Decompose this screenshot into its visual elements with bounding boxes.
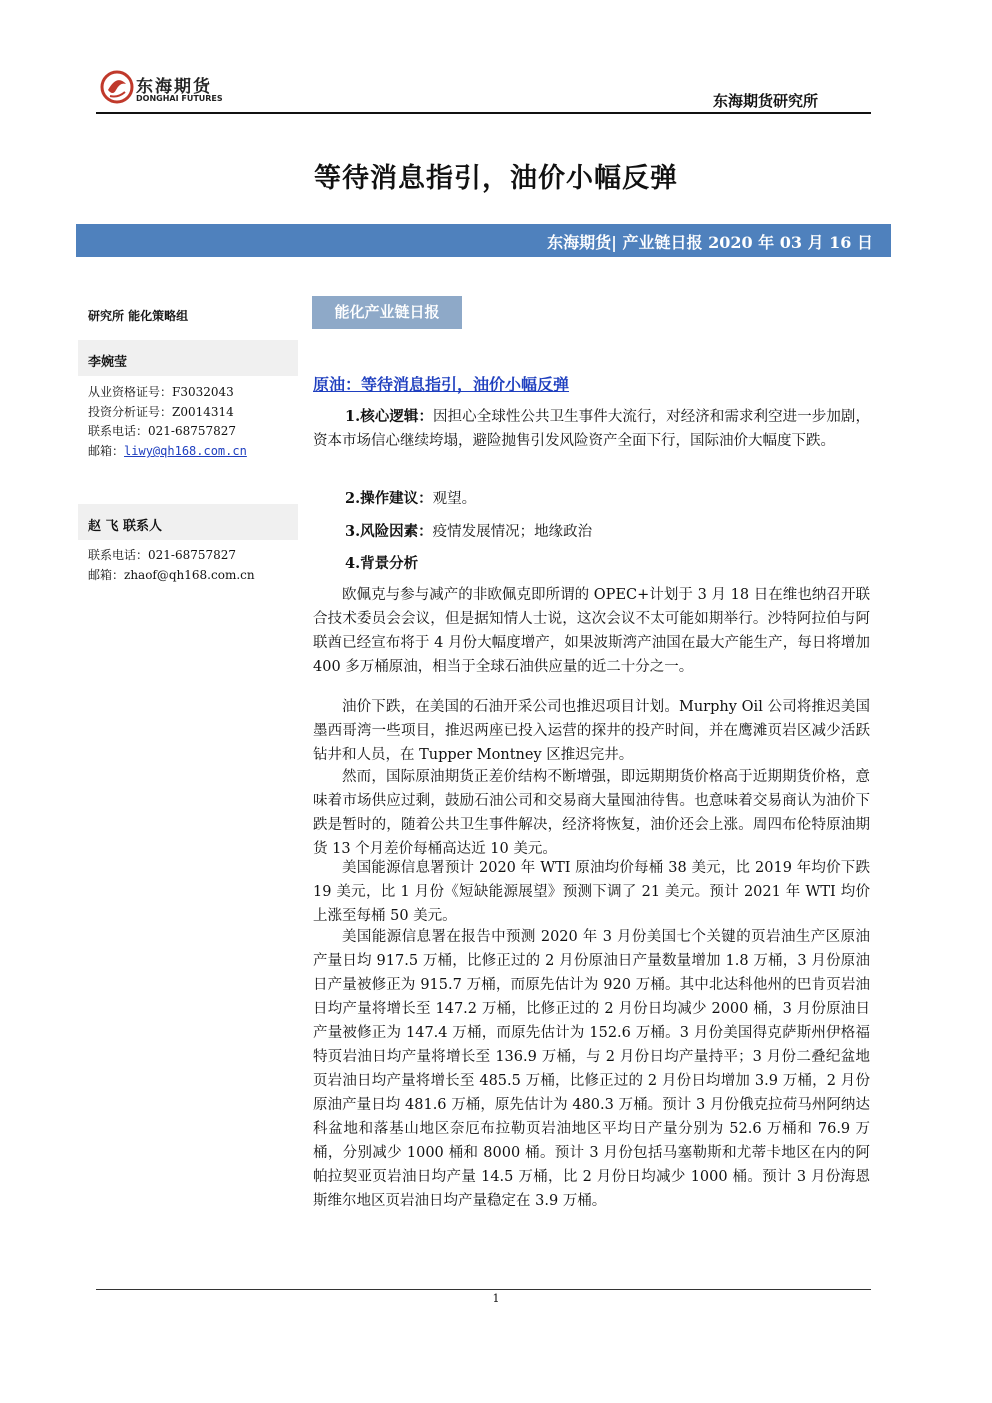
section-tag: 能化产业链日报 [312,296,462,329]
header-rule [96,112,871,114]
background-paragraph-3: 然而，国际原油期货正差价结构不断增强，即远期期货价格高于近期期货价格，意味着市场供应过剩，鼓励石油公司和交易商大量囤油待售。也意味着交易商认为油价下跌是暂时的，随着公共卫生事件解决，经济将恢复，油价还会上涨。周四布伦特原油期货 13 个月差价每桶高达近 10 美元。 [313,769,870,857]
analyst1-license: 投资分析证号：Z0014314 [88,405,234,419]
company-logo [98,68,228,110]
institute-name: 东海期货研究所 [712,92,818,110]
background-paragraph-2: 油价下跌，在美国的石油开采公司也推迟项目计划。Murphy Oil 公司将推迟美国墨西哥湾一些项目，推迟两座已投入运营的探井的投产时间，并在鹰滩页岩区减少活跃钻井和人员，在 Tupper Montney 区推迟完井。 [313,699,870,763]
banner-text: 东海期货| 产业链日报 2020 年 03 月 16 日 [547,233,873,252]
analyst1-name: 李婉莹 [88,355,128,370]
page-number: 1 [492,1292,500,1305]
logo-english-text: DONGHAI FUTURES [136,94,223,103]
report-banner [76,224,891,257]
analyst1-qualification: 从业资格证号：F3032043 [88,385,234,399]
analyst2-email: 邮箱：zhaof@qh168.com.cn [88,568,255,582]
research-group: 研究所 能化策略组 [88,309,189,323]
analyst1-email-row [88,442,247,459]
article-subtitle-link[interactable]: 原油：等待消息指引，油价小幅反弹 [313,375,570,394]
analyst1-phone: 联系电话：021-68757827 [88,424,237,438]
background-paragraph-4: 美国能源信息署预计 2020 年 WTI 原油均价每桶 38 美元，比 2019 年均价下跌 19 美元，比 1 月份《短缺能源展望》预测下调了 21 美元。预计 2021 年 WTI 均价上涨至每桶 50 美元。 [313,860,870,924]
background-paragraph-1: 欧佩克与参与减产的非欧佩克即所谓的 OPEC+计划于 3 月 18 日在维也纳召开联合技术委员会会议，但是据知情人士说，这次会议不太可能如期举行。沙特阿拉伯与阿联酋已经宣布将于 4 月份大幅度增产，如果波斯湾产油国在最大产能生产，每日将增加 400 多万桶原油，相当于全球石油供应量的近二十分之一。 [313,587,870,675]
core-logic-label: 1.核心逻辑： [345,408,434,425]
background-analysis-heading [345,552,418,573]
donghai-logo-icon [98,68,136,106]
logo-chinese-text: 东海期货 [136,77,212,97]
risk-factors-label: 3.风险因素： [345,523,433,540]
footer-rule [96,1289,871,1290]
analyst1-email-link[interactable]: liwy@qh168.com.cn [124,444,247,458]
operation-advice-label: 2.操作建议： [345,490,433,507]
analyst2-phone: 联系电话：021-68757827 [88,548,237,562]
core-logic-paragraph [313,405,870,453]
analyst2-name-box [78,504,298,540]
background-paragraph-5: 美国能源信息署在报告中预测 2020 年 3 月份美国七个关键的页岩油生产区原油产量日均 917.5 万桶，比修正过的 2 月份原油日产量数量增加 1.8 万桶，3 月份原油日产量被修正为 915.7 万桶，而原先估计为 920 万桶。其中北达科他州的巴肯页岩油日均产量将增长至 147.2 万桶，比修正过的 2 月份日均减少 2000 桶，3 月份原油日产量被修正为 147.4 万桶，而原先估计为 152.6 万桶。3 月份美国得克萨斯州伊格福特页岩油日均产量将增长至 136.9 万桶，与 2 月份日均产量持平；3 月份二叠纪盆地页岩油日均产量将增长至 485.5 万桶，比修正过的 2 月份日均增加 3.9 万桶，2 月份原油产量日均 481.6 万桶，原先估计为 480.3 万桶。预计 3 月份俄克拉荷马州阿纳达科盆地和落基山地区奈厄布拉勒页岩油地区平均日产量分别为 52.6 万桶和 76.9 万桶，分别减少 1000 桶和 8000 桶。预计 3 月份包括马塞勒斯和尤蒂卡地区在内的阿帕拉契亚页岩油日均产量 14.5 万桶，比 2 月份日均减少 1000 桶。预计 3 月份海恩斯维尔地区页岩油日均产量稳定在 3.9 万桶。 [313,929,870,1209]
analyst2-name: 赵 飞 联系人 [88,519,163,534]
report-title: 等待消息指引，油价小幅反弹 [314,163,678,194]
risk-factors-text: 疫情发展情况；地缘政治 [432,524,593,540]
operation-advice [345,487,476,508]
core-logic-text: 因担心全球性公共卫生事件大流行，对经济和需求利空进一步加剧，资本市场信心继续垮塌，避险抛售引发风险资产全面下行，国际油价大幅度下跌。 [313,409,870,449]
analyst1-name-box [78,340,298,376]
background-analysis-label: 4.背景分析 [345,555,419,572]
email-label: 邮箱： [88,444,125,458]
operation-advice-text: 观望。 [432,491,477,507]
risk-factors [345,520,592,541]
